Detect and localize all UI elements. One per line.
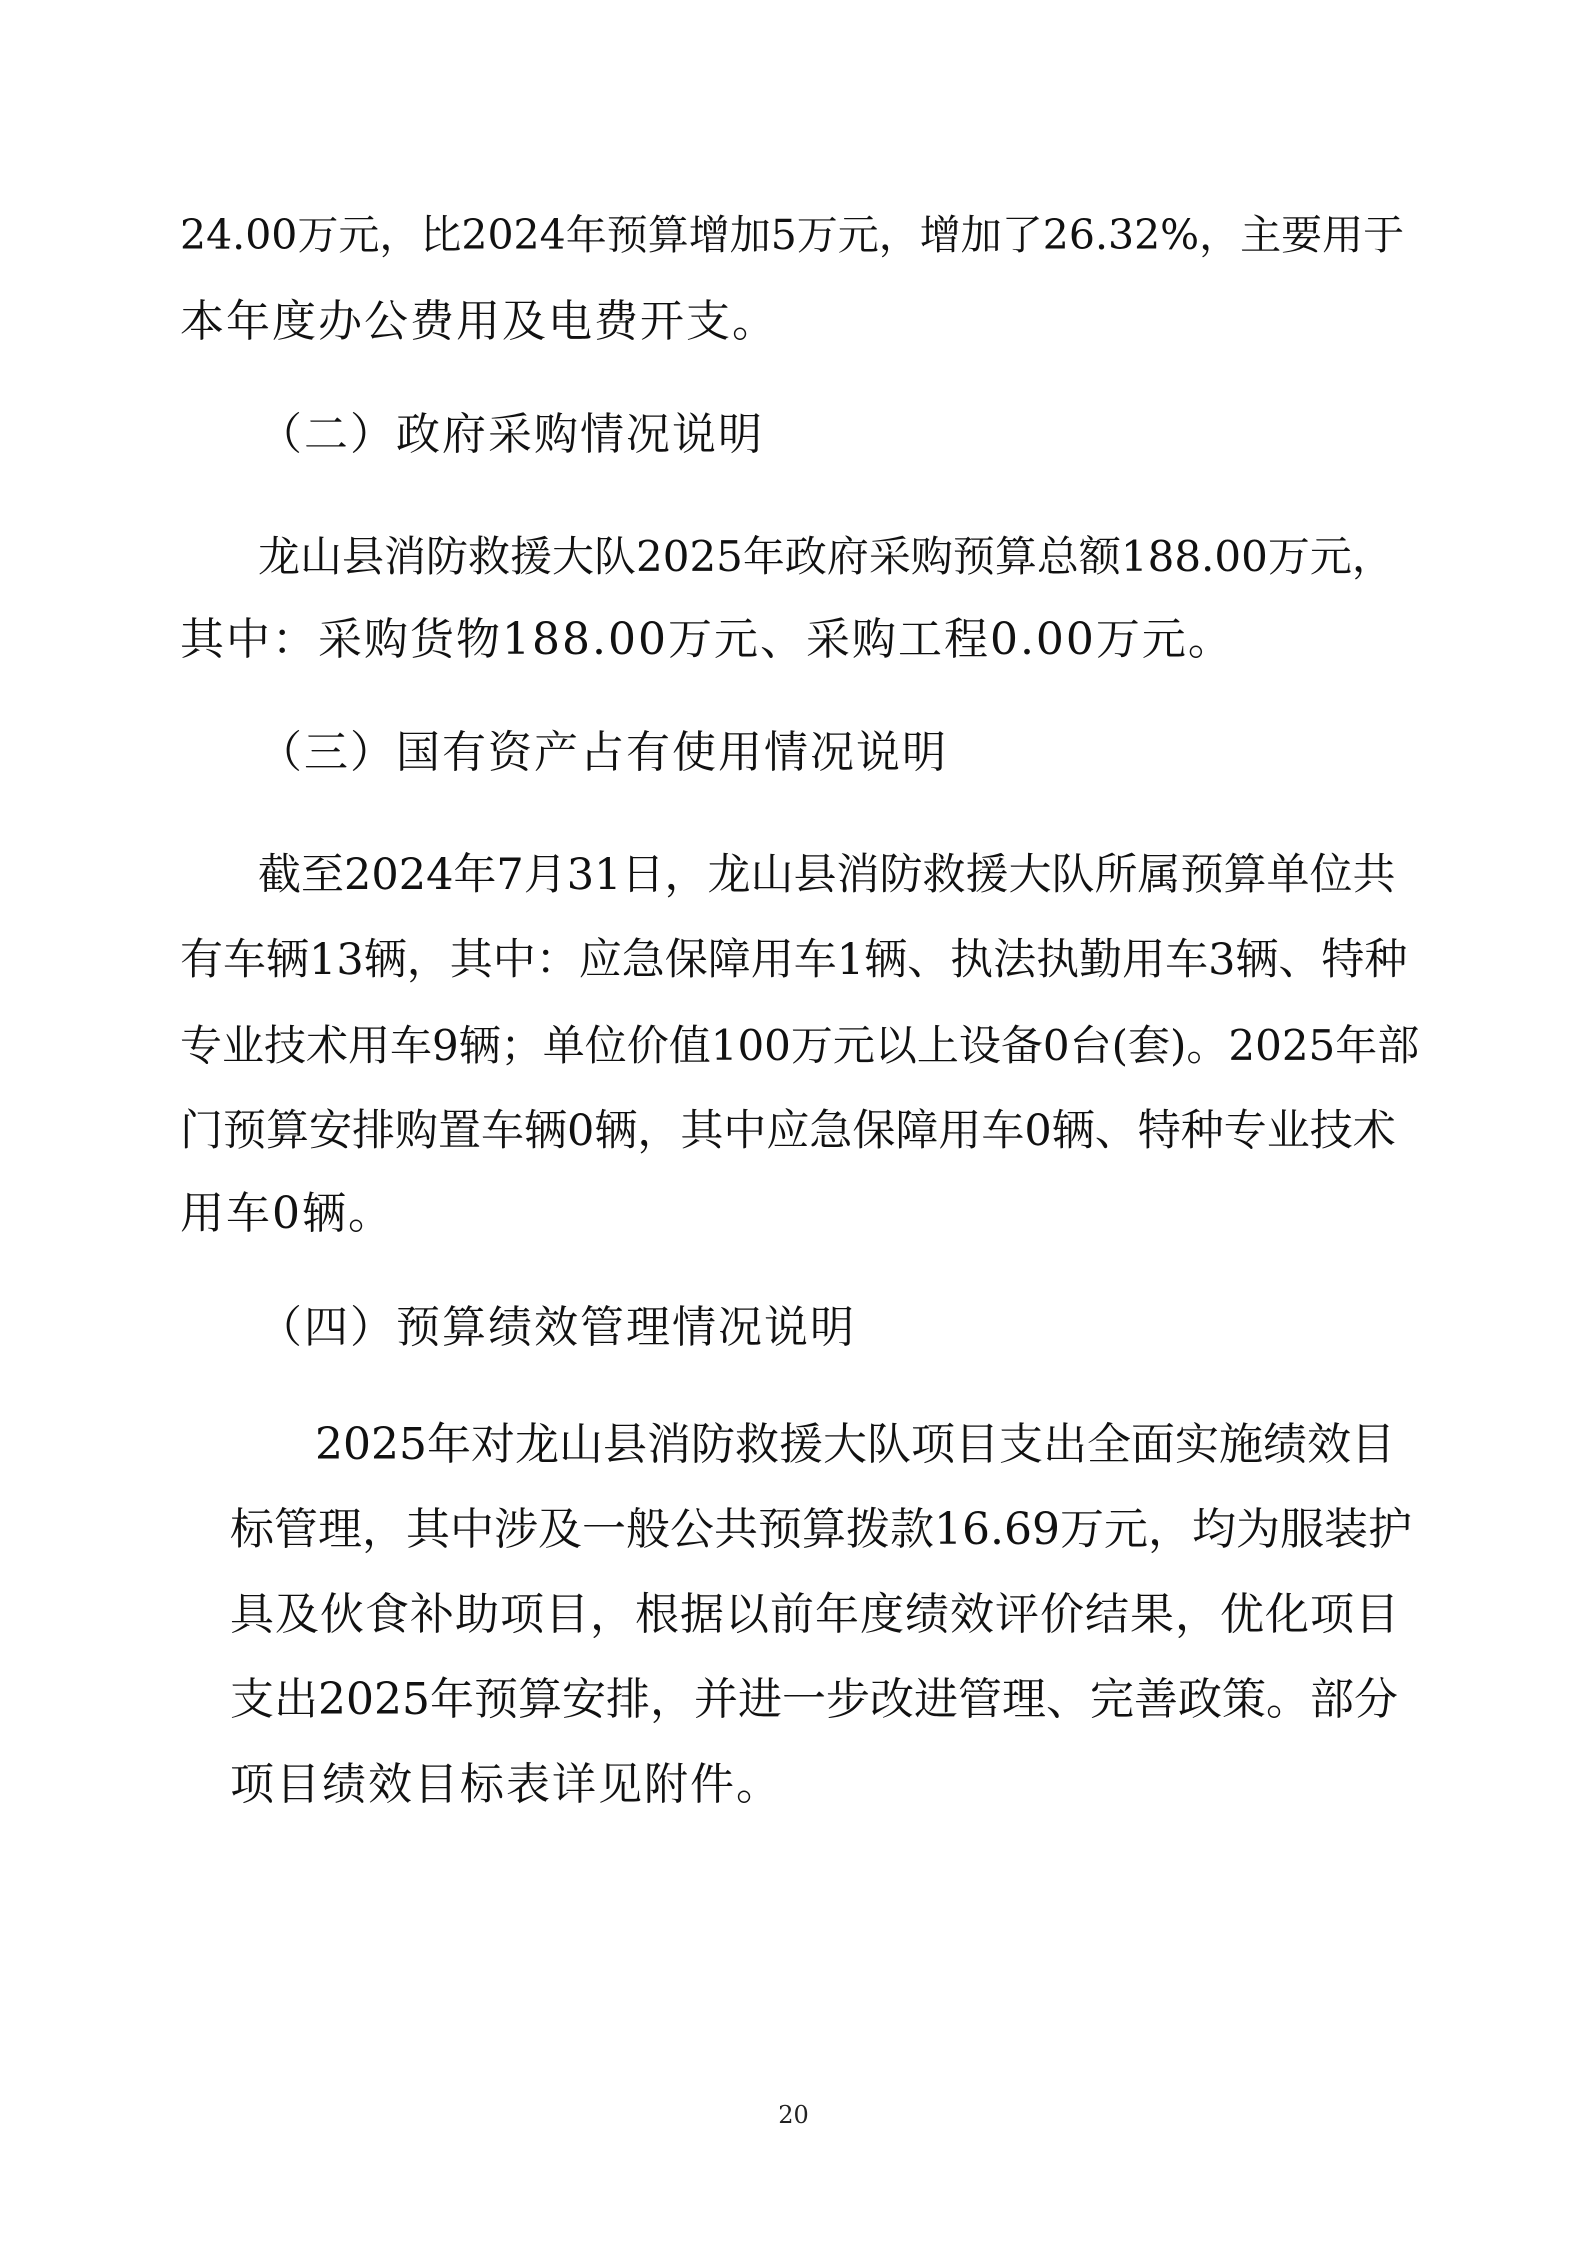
paragraph-line: 龙山县消防救援大队2025年政府采购预算总额188.00万元， — [258, 532, 1394, 581]
paragraph-line: 用车0辆。 — [180, 1188, 394, 1239]
paragraph-line: 专业技术用车9辆；单位价值100万元以上设备0台(套)。2025年部 — [180, 1021, 1420, 1070]
paragraph-line: 支出2025年预算安排，并进一步改进管理、完善政策。部分 — [230, 1674, 1398, 1725]
paragraph-line: 24.00万元，比2024年预算增加5万元，增加了26.32%，主要用于 — [180, 211, 1405, 259]
paragraph-line: 截至2024年7月31日，龙山县消防救援大队所属预算单位共 — [258, 850, 1396, 900]
paragraph-line: 本年度办公费用及电费开支。 — [180, 296, 778, 347]
paragraph-line: 有车辆13辆，其中：应急保障用车1辆、执法执勤用车3辆、特种 — [180, 935, 1408, 985]
section-heading-assets: （三）国有资产占有使用情况说明 — [258, 727, 948, 778]
paragraph-line: 其中：采购货物188.00万元、采购工程0.00万元。 — [180, 614, 1234, 665]
section-heading-procurement: （二）政府采购情况说明 — [258, 409, 764, 460]
section-heading-performance: （四）预算绩效管理情况说明 — [258, 1302, 856, 1353]
paragraph-line: 2025年对龙山县消防救援大队项目支出全面实施绩效目 — [315, 1419, 1395, 1470]
paragraph-line: 门预算安排购置车辆0辆，其中应急保障用车0辆、特种专业技术 — [180, 1106, 1396, 1156]
paragraph-line: 项目绩效目标表详见附件。 — [230, 1759, 782, 1810]
paragraph-line: 标管理，其中涉及一般公共预算拨款16.69万元，均为服装护 — [230, 1504, 1412, 1555]
paragraph-line: 具及伙食补助项目，根据以前年度绩效评价结果，优化项目 — [230, 1589, 1400, 1640]
page-number: 20 — [778, 2101, 809, 2129]
